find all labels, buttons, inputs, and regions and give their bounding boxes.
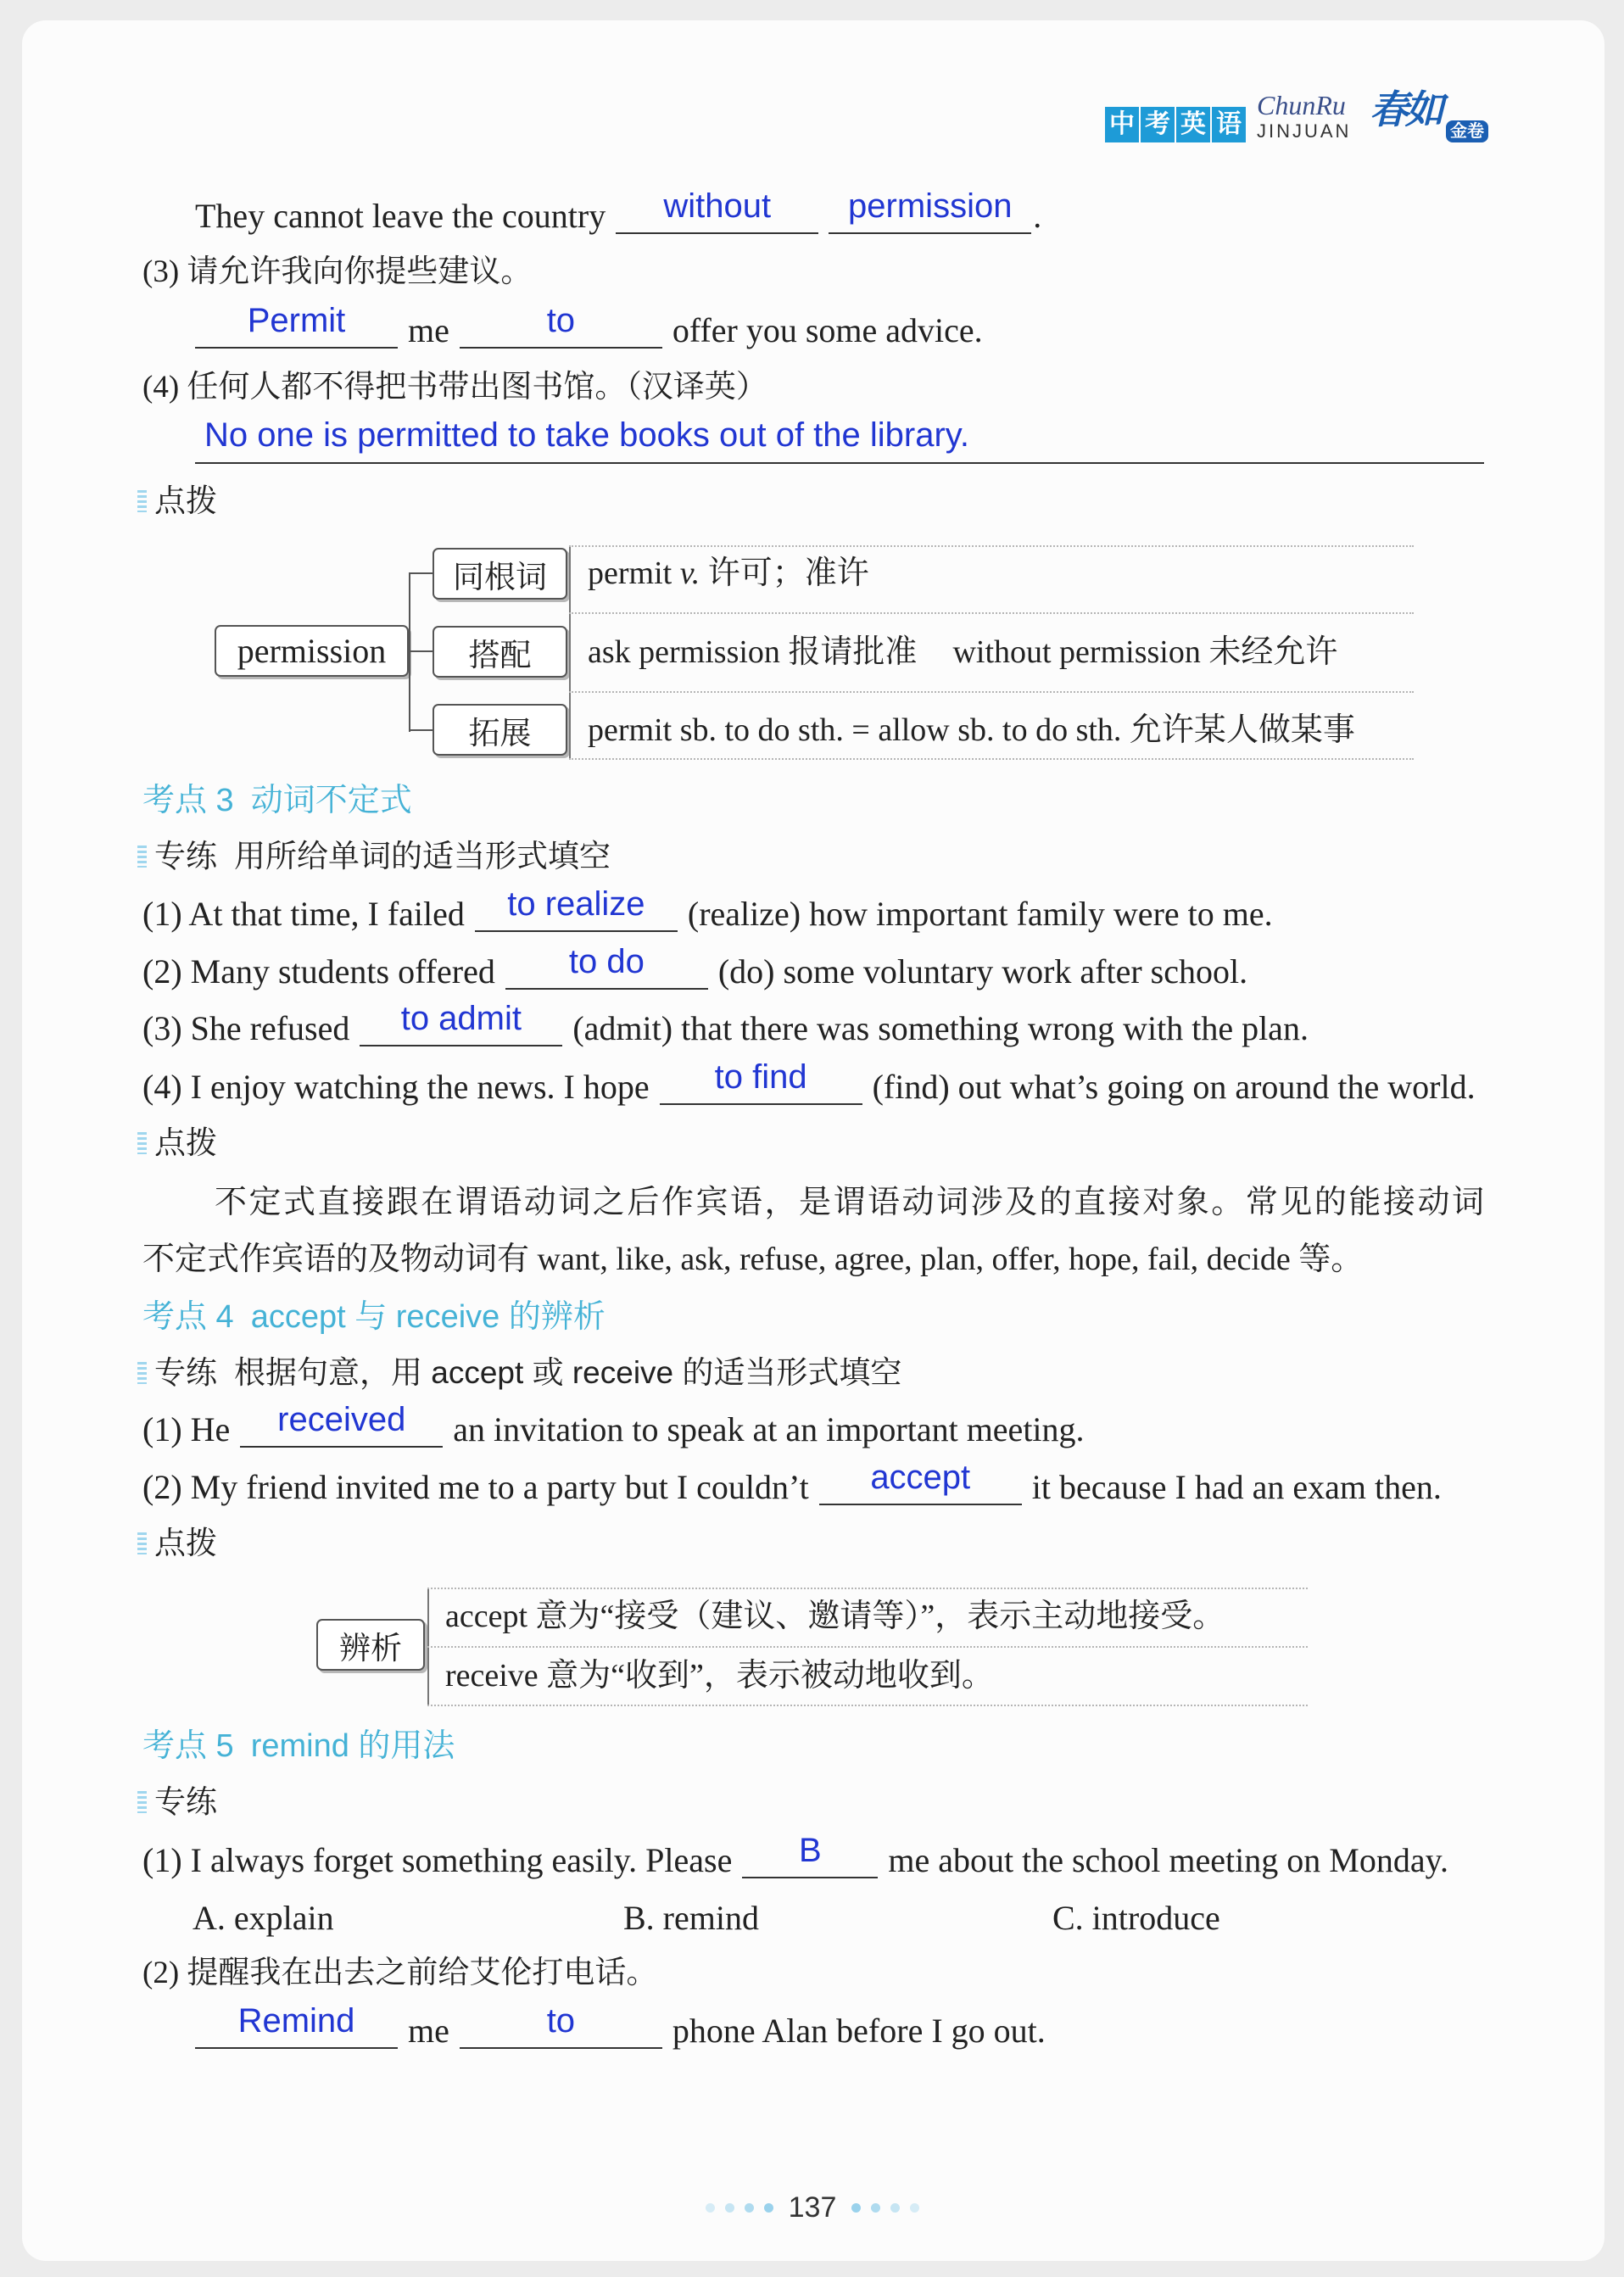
question-text: (2) My friend invited me to a party but I couldn’t	[142, 1468, 809, 1506]
question-prompt: (4) 任何人都不得把书带出图书馆。（汉译英）	[142, 370, 767, 405]
tip-marker-icon	[137, 1532, 147, 1554]
diagram-rule	[569, 545, 1414, 547]
tip-heading	[137, 1118, 217, 1169]
answer-blank	[742, 1832, 878, 1886]
diagram-tag-box	[433, 626, 567, 678]
page-number: 137	[788, 2191, 837, 2224]
drill-label: 专练	[154, 1784, 217, 1819]
diagram-tag-box	[433, 704, 567, 756]
question-text: it because I had an exam then.	[1031, 1468, 1442, 1506]
answer-blank	[195, 302, 398, 356]
permission-sentence	[195, 187, 1042, 242]
diagram-tag: 拓展	[468, 716, 532, 751]
diagram-row-collocation	[588, 627, 1337, 678]
footer-dot	[910, 2203, 919, 2213]
section-heading-remind	[142, 1721, 455, 1772]
drill-instruction: 根据句意，用 accept 或 receive 的适当形式填空	[234, 1355, 902, 1390]
answer-text: Remind	[237, 2002, 355, 2040]
answer-blank	[360, 1000, 562, 1054]
collocation-phrase: ask permission 报请批准	[588, 634, 918, 670]
answer-blank	[240, 1401, 443, 1455]
distinction-row-receive: receive 意为“收到”，表示被动地收到。	[445, 1658, 994, 1694]
sentence-text: me	[408, 2012, 449, 2050]
tip-paragraph-line: 不定式直接跟在谓语动词之后作宾语，是谓语动词涉及的直接对象。常见的能接动词	[215, 1185, 1484, 1220]
header-badge-char: 语	[1212, 107, 1246, 142]
footer-dot	[764, 2203, 773, 2213]
tree-connector	[409, 572, 410, 732]
diagram-row-extension: permit sb. to do sth. = allow sb. to do sth. 允许某人做某事	[588, 712, 1355, 748]
header-badge-char: 中	[1105, 107, 1139, 142]
question-line	[142, 1401, 1085, 1455]
footer-dot	[745, 2203, 754, 2213]
diagram-rule	[569, 691, 1414, 693]
question-answer-line	[195, 2002, 1046, 2057]
question-line	[142, 943, 1248, 997]
sentence-text: offer you some advice.	[672, 311, 983, 349]
distinction-row-accept: accept 意为“接受（建议、邀请等）”，表示主动地接受。	[445, 1599, 1225, 1634]
answer-text: to do	[568, 943, 645, 980]
answer-text: B	[799, 1832, 822, 1869]
header-badge	[1105, 107, 1247, 142]
question-text: (realize) how important family were to me.	[687, 895, 1273, 933]
header-badge-char: 英	[1176, 107, 1210, 142]
footer-dot	[706, 2203, 715, 2213]
tip-label: 点拨	[154, 1526, 217, 1560]
part-of-speech: v.	[679, 555, 700, 591]
section-title: accept 与 receive 的辨析	[250, 1299, 606, 1335]
question-text: (1) At that time, I failed	[142, 895, 465, 933]
cognate-word: permit	[588, 555, 672, 591]
diagram-tag-box	[433, 548, 567, 600]
answer-blank	[475, 885, 678, 940]
question-text: (1) He	[142, 1410, 231, 1448]
answer-blank	[829, 187, 1031, 242]
question-line	[142, 1832, 1448, 1886]
series-logo	[1370, 83, 1488, 144]
section-number: 考点 4	[142, 1299, 234, 1335]
footer-dot	[851, 2203, 861, 2213]
drill-heading	[137, 831, 611, 882]
footer-dot	[871, 2203, 880, 2213]
answer-text: Permit	[247, 302, 346, 339]
diagram-rule	[427, 1705, 1308, 1706]
answer-text: to	[546, 302, 576, 339]
sentence-text: phone Alan before I go out.	[672, 2012, 1046, 2050]
question-text: (3) She refused	[142, 1009, 350, 1047]
diagram-root-label: permission	[237, 632, 387, 670]
footer-dot	[890, 2203, 900, 2213]
question-line	[142, 1000, 1309, 1054]
tip-heading	[137, 1518, 217, 1569]
question-prompt: (2) 提醒我在出去之前给艾伦打电话。	[142, 1956, 658, 1990]
answer-text: to	[546, 2002, 576, 2040]
header-badge-char: 考	[1141, 107, 1175, 142]
answer-text: accept	[870, 1459, 971, 1496]
diagram-row-cognate	[588, 548, 869, 599]
answer-blank	[819, 1459, 1022, 1513]
tree-connector	[409, 650, 433, 652]
drill-heading	[137, 1348, 901, 1398]
question-line	[142, 1058, 1476, 1113]
diagram-tag: 同根词	[453, 560, 547, 595]
diagram-bracket	[569, 545, 571, 759]
tree-connector	[409, 729, 433, 731]
sentence-text: .	[1033, 197, 1042, 235]
section-heading-accept-receive	[142, 1292, 606, 1342]
answer-text: without	[663, 187, 772, 225]
cognate-meaning: 许可；准许	[707, 555, 869, 591]
drill-marker-icon	[137, 1791, 147, 1813]
diagram-tag: 搭配	[468, 638, 532, 673]
answer-text: to realize	[507, 885, 645, 923]
answer-text: to find	[714, 1058, 807, 1096]
tip-label: 点拨	[154, 1125, 217, 1160]
translation-answer: No one is permitted to take books out of the library.	[204, 416, 969, 454]
answer-underline	[195, 462, 1484, 464]
diagram-tag-box	[316, 1619, 425, 1671]
sentence-text: me	[408, 311, 449, 349]
question-text: (find) out what’s going on around the world.	[872, 1068, 1476, 1106]
drill-label: 专练	[154, 1355, 217, 1390]
diagram-root-box	[215, 625, 409, 677]
question-text: (do) some voluntary work after school.	[717, 952, 1248, 991]
drill-marker-icon	[137, 1362, 147, 1384]
sentence-text: They cannot leave the country	[195, 197, 606, 235]
answer-text: received	[277, 1401, 406, 1438]
answer-blank	[195, 2002, 398, 2057]
question-text: (admit) that there was something wrong with the plan.	[572, 1009, 1309, 1047]
tip-label: 点拨	[154, 483, 217, 518]
answer-blank	[460, 302, 662, 356]
header-brand-script: ChunRu	[1257, 90, 1346, 120]
diagram-rule	[427, 1588, 1308, 1589]
diagram-rule	[569, 758, 1414, 760]
tip-heading	[137, 476, 217, 527]
tip-marker-icon	[137, 490, 147, 512]
answer-blank	[460, 2002, 662, 2057]
choice-option-b: B. remind	[623, 1899, 759, 1937]
answer-text: permission	[848, 187, 1013, 225]
diagram-rule	[427, 1646, 1308, 1648]
diagram-tag: 辨析	[339, 1631, 402, 1666]
footer-dot	[725, 2203, 734, 2213]
question-text: an invitation to speak at an important meeting.	[453, 1410, 1085, 1448]
tree-connector	[409, 572, 433, 574]
answer-blank	[660, 1058, 862, 1113]
question-line	[142, 1459, 1442, 1513]
section-number: 考点 5	[142, 1728, 234, 1764]
drill-instruction: 用所给单词的适当形式填空	[234, 839, 611, 873]
collocation-phrase: without permission 未经允许	[952, 634, 1338, 670]
tip-marker-icon	[137, 1132, 147, 1154]
drill-label: 专练	[154, 839, 217, 873]
section-title: 动词不定式	[250, 783, 412, 818]
question-text: (4) I enjoy watching the news. I hope	[142, 1068, 650, 1106]
answer-blank	[616, 187, 818, 242]
question-line	[142, 885, 1273, 940]
section-title: remind 的用法	[250, 1728, 455, 1764]
question-text: (2) Many students offered	[142, 952, 495, 991]
section-number: 考点 3	[142, 783, 234, 818]
choice-option-a: A. explain	[193, 1899, 334, 1937]
logo-sub-text: 金卷	[1446, 120, 1488, 142]
section-heading-infinitive	[142, 775, 412, 826]
choice-option-c: C. introduce	[1052, 1899, 1220, 1937]
answer-text: to admit	[400, 1000, 522, 1037]
page-footer	[600, 2182, 1024, 2233]
question-answer-line	[195, 302, 983, 356]
question-text: (1) I always forget something easily. Please	[142, 1841, 733, 1879]
answer-blank	[505, 943, 708, 997]
drill-marker-icon	[137, 846, 147, 868]
header-brand-caps: JINJUAN	[1257, 120, 1352, 142]
diagram-rule	[569, 612, 1414, 614]
question-text: me about the school meeting on Monday.	[888, 1841, 1448, 1879]
drill-heading	[137, 1777, 217, 1828]
logo-main-text: 春如	[1370, 88, 1441, 131]
tip-paragraph-line: 不定式作宾语的及物动词有 want, like, ask, refuse, agree, plan, offer, hope, fail, decide 等。	[142, 1242, 1364, 1277]
question-prompt: (3) 请允许我向你提些建议。	[142, 254, 533, 289]
